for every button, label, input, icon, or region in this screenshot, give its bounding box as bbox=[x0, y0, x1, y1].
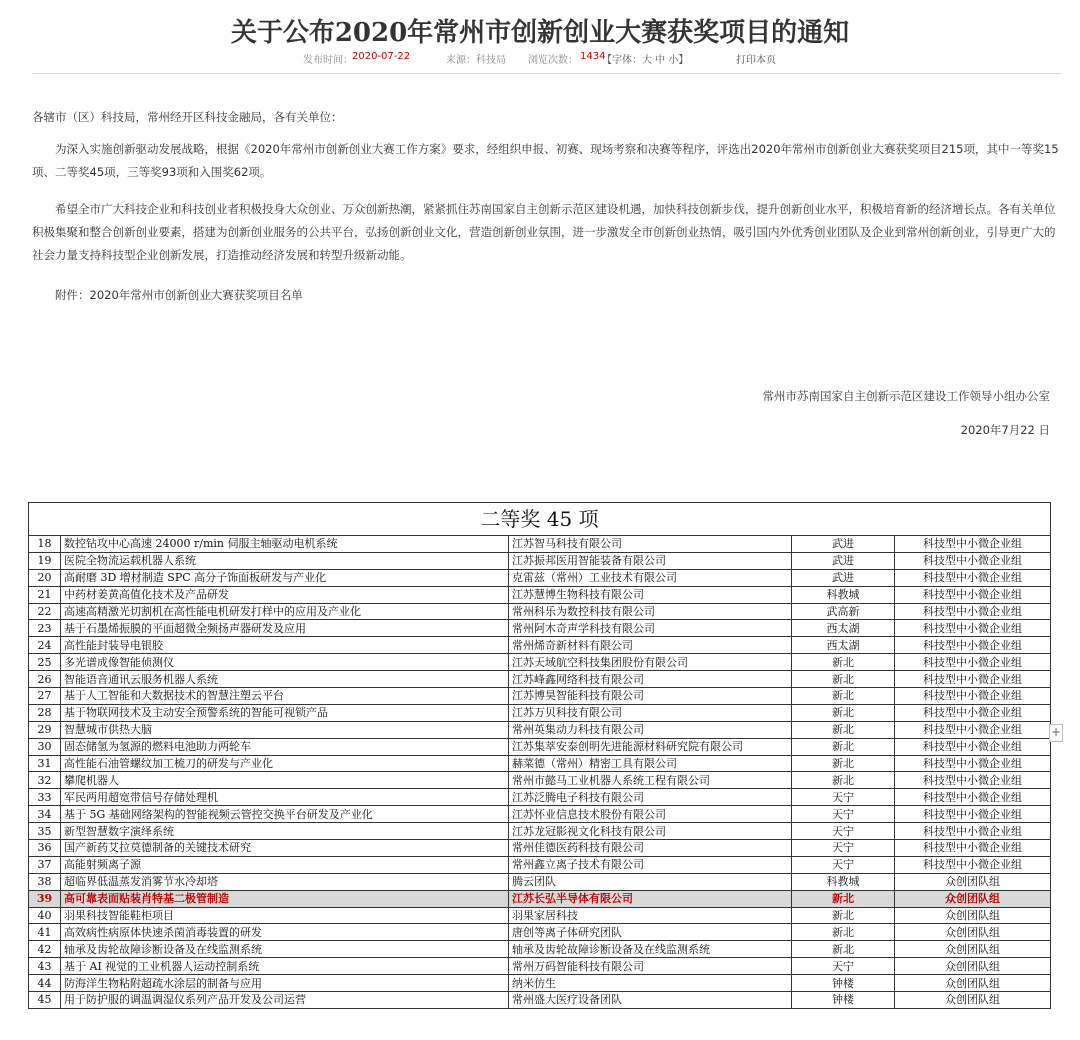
award-group-cell: 科技型中小微企业组 bbox=[895, 840, 1051, 857]
award-group-cell: 科技型中小微企业组 bbox=[895, 671, 1051, 688]
project-name-cell: 国产新药艾拉莫德制备的关键技术研究 bbox=[61, 840, 509, 857]
print-link[interactable]: 打印本页 bbox=[736, 55, 776, 66]
organization-cell: 常州鑫立离子技术有限公司 bbox=[509, 856, 792, 873]
organization-cell: 常州烯奇新材料有限公司 bbox=[509, 637, 792, 654]
table-row bbox=[29, 907, 1051, 924]
organization-cell: 轴承及齿轮故障诊断设备及在线监测系统 bbox=[509, 941, 792, 958]
views-label: 浏览次数： bbox=[528, 55, 578, 66]
project-name-cell: 基于 5G 基础网络架构的智能视频云管控交换平台研发及产业化 bbox=[61, 806, 509, 823]
organization-cell: 江苏慧博生物科技有限公司 bbox=[509, 586, 792, 603]
title-divider bbox=[32, 73, 1062, 74]
award-group-cell: 科技型中小微企业组 bbox=[895, 755, 1051, 772]
area-cell: 新北 bbox=[792, 671, 895, 688]
row-number-cell: 29 bbox=[29, 721, 61, 738]
row-number-cell: 24 bbox=[29, 637, 61, 654]
row-number-cell: 37 bbox=[29, 856, 61, 873]
publish-label: 发布时间： bbox=[303, 55, 353, 66]
row-number-cell: 20 bbox=[29, 569, 61, 586]
paragraph-2-text: 希望全市广大科技企业和科技创业者积极投身大众创业、万众创新热潮，紧紧抓住苏南国家自主创新示范区建设机遇，加快科技创新步伐，提升创新创业水平，积极培育新的经济增长点。各有关单位积极集聚和整合创新创业要素，搭建为创新创业服务的公共平台，弘扬创新创业文化，营造创新创业氛围，进一步激发全市创新创业热情，吸引国内外优秀创业团队及企业到常州创新创业，引导更广大的社会力量支持科技型企业创新发展，打造推动经济发展和转型升级新动能。 bbox=[32, 202, 1056, 262]
organization-cell: 常州佳德医药科技有限公司 bbox=[509, 840, 792, 857]
project-name-cell: 智慧城市供热大脑 bbox=[61, 721, 509, 738]
area-cell: 钟楼 bbox=[792, 975, 895, 992]
award-group-cell: 众创团队组 bbox=[895, 958, 1051, 975]
table-row bbox=[29, 536, 1051, 553]
table-row bbox=[29, 603, 1051, 620]
article-title: 关于公布2020年常州市创新创业大赛获奖项目的通知 bbox=[230, 18, 850, 48]
project-name-cell: 用于防护服的调温调湿仪系列产品开发及公司运营 bbox=[61, 992, 509, 1009]
organization-cell: 江苏博昊智能科技有限公司 bbox=[509, 688, 792, 705]
row-number-cell: 18 bbox=[29, 536, 61, 553]
area-cell: 西太湖 bbox=[792, 637, 895, 654]
award-group-cell: 科技型中小微企业组 bbox=[895, 688, 1051, 705]
table-row bbox=[29, 755, 1051, 772]
organization-cell: 江苏万贝科技有限公司 bbox=[509, 704, 792, 721]
paragraph-1 bbox=[32, 138, 1060, 184]
area-cell: 新北 bbox=[792, 907, 895, 924]
organization-cell: 江苏泛腾电子科技有限公司 bbox=[509, 789, 792, 806]
row-number-cell: 33 bbox=[29, 789, 61, 806]
organization-cell: 常州万码智能科技有限公司 bbox=[509, 958, 792, 975]
row-number-cell: 43 bbox=[29, 958, 61, 975]
area-cell: 天宁 bbox=[792, 806, 895, 823]
organization-cell: 江苏长弘半导体有限公司 bbox=[509, 890, 792, 907]
award-group-cell: 科技型中小微企业组 bbox=[895, 620, 1051, 637]
organization-cell: 常州盛大医疗设备团队 bbox=[509, 992, 792, 1009]
award-group-cell: 科技型中小微企业组 bbox=[895, 738, 1051, 755]
project-name-cell: 羽果科技智能鞋柜项目 bbox=[61, 907, 509, 924]
paragraph-1-text: 为深入实施创新驱动发展战略，根据《2020年常州市创新创业大赛工作方案》要求，经组织申报、初赛、现场考察和决赛等程序，评选出2020年常州市创新创业大赛获奖项目215项，其中一等奖15项、二等奖45项，三等奖93项和入围奖62项。 bbox=[32, 142, 1059, 179]
award-group-cell: 众创团队组 bbox=[895, 873, 1051, 890]
table-row bbox=[29, 958, 1051, 975]
project-name-cell: 高耐磨 3D 增材制造 SPC 高分子饰面板研发与产业化 bbox=[61, 569, 509, 586]
award-group-cell: 科技型中小微企业组 bbox=[895, 552, 1051, 569]
font-size-switch[interactable]: 【字体：大 中 小】 bbox=[602, 55, 689, 66]
area-cell: 新北 bbox=[792, 721, 895, 738]
row-number-cell: 26 bbox=[29, 671, 61, 688]
area-cell: 新北 bbox=[792, 704, 895, 721]
row-number-cell: 40 bbox=[29, 907, 61, 924]
organization-cell: 江苏集萃安泰创明先进能源材料研究院有限公司 bbox=[509, 738, 792, 755]
table-row bbox=[29, 654, 1051, 671]
table-row bbox=[29, 637, 1051, 654]
organization-cell: 常州英集动力科技有限公司 bbox=[509, 721, 792, 738]
project-name-cell: 防海洋生物粘附超疏水涂层的制备与应用 bbox=[61, 975, 509, 992]
row-number-cell: 38 bbox=[29, 873, 61, 890]
award-group-cell: 众创团队组 bbox=[895, 924, 1051, 941]
area-cell: 新北 bbox=[792, 890, 895, 907]
table-row bbox=[29, 992, 1051, 1009]
table-row bbox=[29, 823, 1051, 840]
organization-cell: 常州科乐为数控科技有限公司 bbox=[509, 603, 792, 620]
area-cell: 天宁 bbox=[792, 823, 895, 840]
table-row bbox=[29, 671, 1051, 688]
area-cell: 科教城 bbox=[792, 586, 895, 603]
project-name-cell: 固态储氢为氢源的燃料电池助力两轮车 bbox=[61, 738, 509, 755]
area-cell: 武高新 bbox=[792, 603, 895, 620]
award-group-cell: 科技型中小微企业组 bbox=[895, 721, 1051, 738]
views-count: 1434 bbox=[580, 51, 606, 62]
award-group-cell: 众创团队组 bbox=[895, 992, 1051, 1009]
award-group-cell: 众创团队组 bbox=[895, 975, 1051, 992]
area-cell: 新北 bbox=[792, 755, 895, 772]
organization-cell: 腾云团队 bbox=[509, 873, 792, 890]
project-name-cell: 基于人工智能和大数据技术的智慧注塑云平台 bbox=[61, 688, 509, 705]
row-number-cell: 39 bbox=[29, 890, 61, 907]
award-group-cell: 科技型中小微企业组 bbox=[895, 654, 1051, 671]
award-group-cell: 科技型中小微企业组 bbox=[895, 603, 1051, 620]
table-row bbox=[29, 941, 1051, 958]
table-row bbox=[29, 569, 1051, 586]
project-name-cell: 基于 AI 视觉的工业机器人运动控制系统 bbox=[61, 958, 509, 975]
row-number-cell: 35 bbox=[29, 823, 61, 840]
organization-cell: 江苏智马科技有限公司 bbox=[509, 536, 792, 553]
area-cell: 天宁 bbox=[792, 856, 895, 873]
organization-cell: 常州市懿马工业机器人系统工程有限公司 bbox=[509, 772, 792, 789]
organization-cell: 江苏振邦医用智能装备有限公司 bbox=[509, 552, 792, 569]
area-cell: 天宁 bbox=[792, 789, 895, 806]
project-name-cell: 超临界低温蒸发消雾节水冷却塔 bbox=[61, 873, 509, 890]
project-name-cell: 新型智慧数字演绎系统 bbox=[61, 823, 509, 840]
organization-cell: 江苏龙冠影视文化科技有限公司 bbox=[509, 823, 792, 840]
area-cell: 新北 bbox=[792, 738, 895, 755]
row-number-cell: 22 bbox=[29, 603, 61, 620]
signature: 常州市苏南国家自主创新示范区建设工作领导小组办公室 bbox=[762, 389, 1050, 403]
organization-cell: 江苏天域航空科技集团股份有限公司 bbox=[509, 654, 792, 671]
row-number-cell: 36 bbox=[29, 840, 61, 857]
project-name-cell: 高速高精激光切割机在高性能电机研发打样中的应用及产业化 bbox=[61, 603, 509, 620]
project-name-cell: 高性能石油管螺纹加工梳刀的研发与产业化 bbox=[61, 755, 509, 772]
award-group-cell: 科技型中小微企业组 bbox=[895, 586, 1051, 603]
table-row bbox=[29, 873, 1051, 890]
project-name-cell: 医院全物流运载机器人系统 bbox=[61, 552, 509, 569]
table-row bbox=[29, 721, 1051, 738]
award-group-cell: 科技型中小微企业组 bbox=[895, 772, 1051, 789]
attachment-text[interactable]: 附件：2020年常州市创新创业大赛获奖项目名单 bbox=[55, 288, 303, 302]
row-number-cell: 44 bbox=[29, 975, 61, 992]
table-row bbox=[29, 975, 1051, 992]
table-row bbox=[29, 738, 1051, 755]
project-name-cell: 军民两用超宽带信号存储处理机 bbox=[61, 789, 509, 806]
award-group-cell: 众创团队组 bbox=[895, 890, 1051, 907]
area-cell: 科教城 bbox=[792, 873, 895, 890]
table-row bbox=[29, 688, 1051, 705]
project-name-cell: 智能语音通讯云服务机器人系统 bbox=[61, 671, 509, 688]
project-name-cell: 基于物联网技术及主动安全预警系统的智能可视锁产品 bbox=[61, 704, 509, 721]
award-table bbox=[28, 502, 1050, 1009]
row-number-cell: 27 bbox=[29, 688, 61, 705]
award-group-cell: 众创团队组 bbox=[895, 941, 1051, 958]
project-name-cell: 高效病性病原体快速杀菌消毒装置的研发 bbox=[61, 924, 509, 941]
award-group-cell: 科技型中小微企业组 bbox=[895, 823, 1051, 840]
area-cell: 天宁 bbox=[792, 958, 895, 975]
area-cell: 新北 bbox=[792, 654, 895, 671]
award-group-cell: 科技型中小微企业组 bbox=[895, 856, 1051, 873]
table-row bbox=[29, 620, 1051, 637]
area-cell: 新北 bbox=[792, 772, 895, 789]
paragraph-2 bbox=[32, 198, 1060, 267]
publish-date: 2020-07-22 bbox=[352, 51, 411, 62]
project-name-cell: 中药材姜黄高值化技术及产品研发 bbox=[61, 586, 509, 603]
table-row bbox=[29, 806, 1051, 823]
organization-cell: 常州阿木奇声学科技有限公司 bbox=[509, 620, 792, 637]
project-name-cell: 数控钻攻中心高速 24000 r/min 伺服主轴驱动电机系统 bbox=[61, 536, 509, 553]
row-number-cell: 21 bbox=[29, 586, 61, 603]
organization-cell: 江苏怀业信息技术股份有限公司 bbox=[509, 806, 792, 823]
table-row bbox=[29, 552, 1051, 569]
award-group-cell: 科技型中小微企业组 bbox=[895, 704, 1051, 721]
project-name-cell: 多光谱成像智能侦测仪 bbox=[61, 654, 509, 671]
row-number-cell: 28 bbox=[29, 704, 61, 721]
area-cell: 新北 bbox=[792, 941, 895, 958]
project-name-cell: 高能射频离子源 bbox=[61, 856, 509, 873]
area-cell: 天宁 bbox=[792, 840, 895, 857]
organization-cell: 克雷兹（常州）工业技术有限公司 bbox=[509, 569, 792, 586]
table-row bbox=[29, 924, 1051, 941]
area-cell: 武进 bbox=[792, 569, 895, 586]
row-number-cell: 19 bbox=[29, 552, 61, 569]
award-group-cell: 科技型中小微企业组 bbox=[895, 637, 1051, 654]
area-cell: 武进 bbox=[792, 552, 895, 569]
award-group-cell: 科技型中小微企业组 bbox=[895, 806, 1051, 823]
row-number-cell: 32 bbox=[29, 772, 61, 789]
table-row bbox=[29, 704, 1051, 721]
award-group-cell: 科技型中小微企业组 bbox=[895, 536, 1051, 553]
project-name-cell: 轴承及齿轮故障诊断设备及在线监测系统 bbox=[61, 941, 509, 958]
table-heading: 二等奖 45 项 bbox=[29, 503, 1051, 536]
table-row bbox=[29, 840, 1051, 857]
row-number-cell: 30 bbox=[29, 738, 61, 755]
row-number-cell: 31 bbox=[29, 755, 61, 772]
attachment-line[interactable] bbox=[32, 284, 1060, 307]
table-row bbox=[29, 789, 1051, 806]
area-cell: 武进 bbox=[792, 536, 895, 553]
row-number-cell: 23 bbox=[29, 620, 61, 637]
table-row bbox=[29, 586, 1051, 603]
organization-cell: 纳米仿生 bbox=[509, 975, 792, 992]
organization-cell: 唐创等离子体研究团队 bbox=[509, 924, 792, 941]
area-cell: 新北 bbox=[792, 924, 895, 941]
area-cell: 新北 bbox=[792, 688, 895, 705]
award-group-cell: 众创团队组 bbox=[895, 907, 1051, 924]
organization-cell: 羽果家居科技 bbox=[509, 907, 792, 924]
row-number-cell: 45 bbox=[29, 992, 61, 1009]
greeting: 各辖市（区）科技局，常州经开区科技金融局，各有关单位： bbox=[32, 110, 343, 124]
award-group-cell: 科技型中小微企业组 bbox=[895, 569, 1051, 586]
area-cell: 钟楼 bbox=[792, 992, 895, 1009]
expand-icon[interactable]: + bbox=[1049, 724, 1063, 742]
organization-cell: 江苏峰鑫网络科技有限公司 bbox=[509, 671, 792, 688]
issue-date: 2020年7月22 日 bbox=[960, 423, 1050, 437]
row-number-cell: 41 bbox=[29, 924, 61, 941]
award-group-cell: 科技型中小微企业组 bbox=[895, 789, 1051, 806]
project-name-cell: 基于石墨烯振膜的平面超微全频扬声器研发及应用 bbox=[61, 620, 509, 637]
organization-cell: 赫菜德（常州）精密工具有限公司 bbox=[509, 755, 792, 772]
project-name-cell: 高性能封装导电银胶 bbox=[61, 637, 509, 654]
table-row bbox=[29, 772, 1051, 789]
row-number-cell: 25 bbox=[29, 654, 61, 671]
project-name-cell: 攀爬机器人 bbox=[61, 772, 509, 789]
row-number-cell: 34 bbox=[29, 806, 61, 823]
project-name-cell: 高可靠表面贴装肖特基二极管制造 bbox=[61, 890, 509, 907]
table-row bbox=[29, 890, 1051, 907]
row-number-cell: 42 bbox=[29, 941, 61, 958]
area-cell: 西太湖 bbox=[792, 620, 895, 637]
source-label: 来源：科技局 bbox=[446, 55, 506, 66]
table-row bbox=[29, 856, 1051, 873]
